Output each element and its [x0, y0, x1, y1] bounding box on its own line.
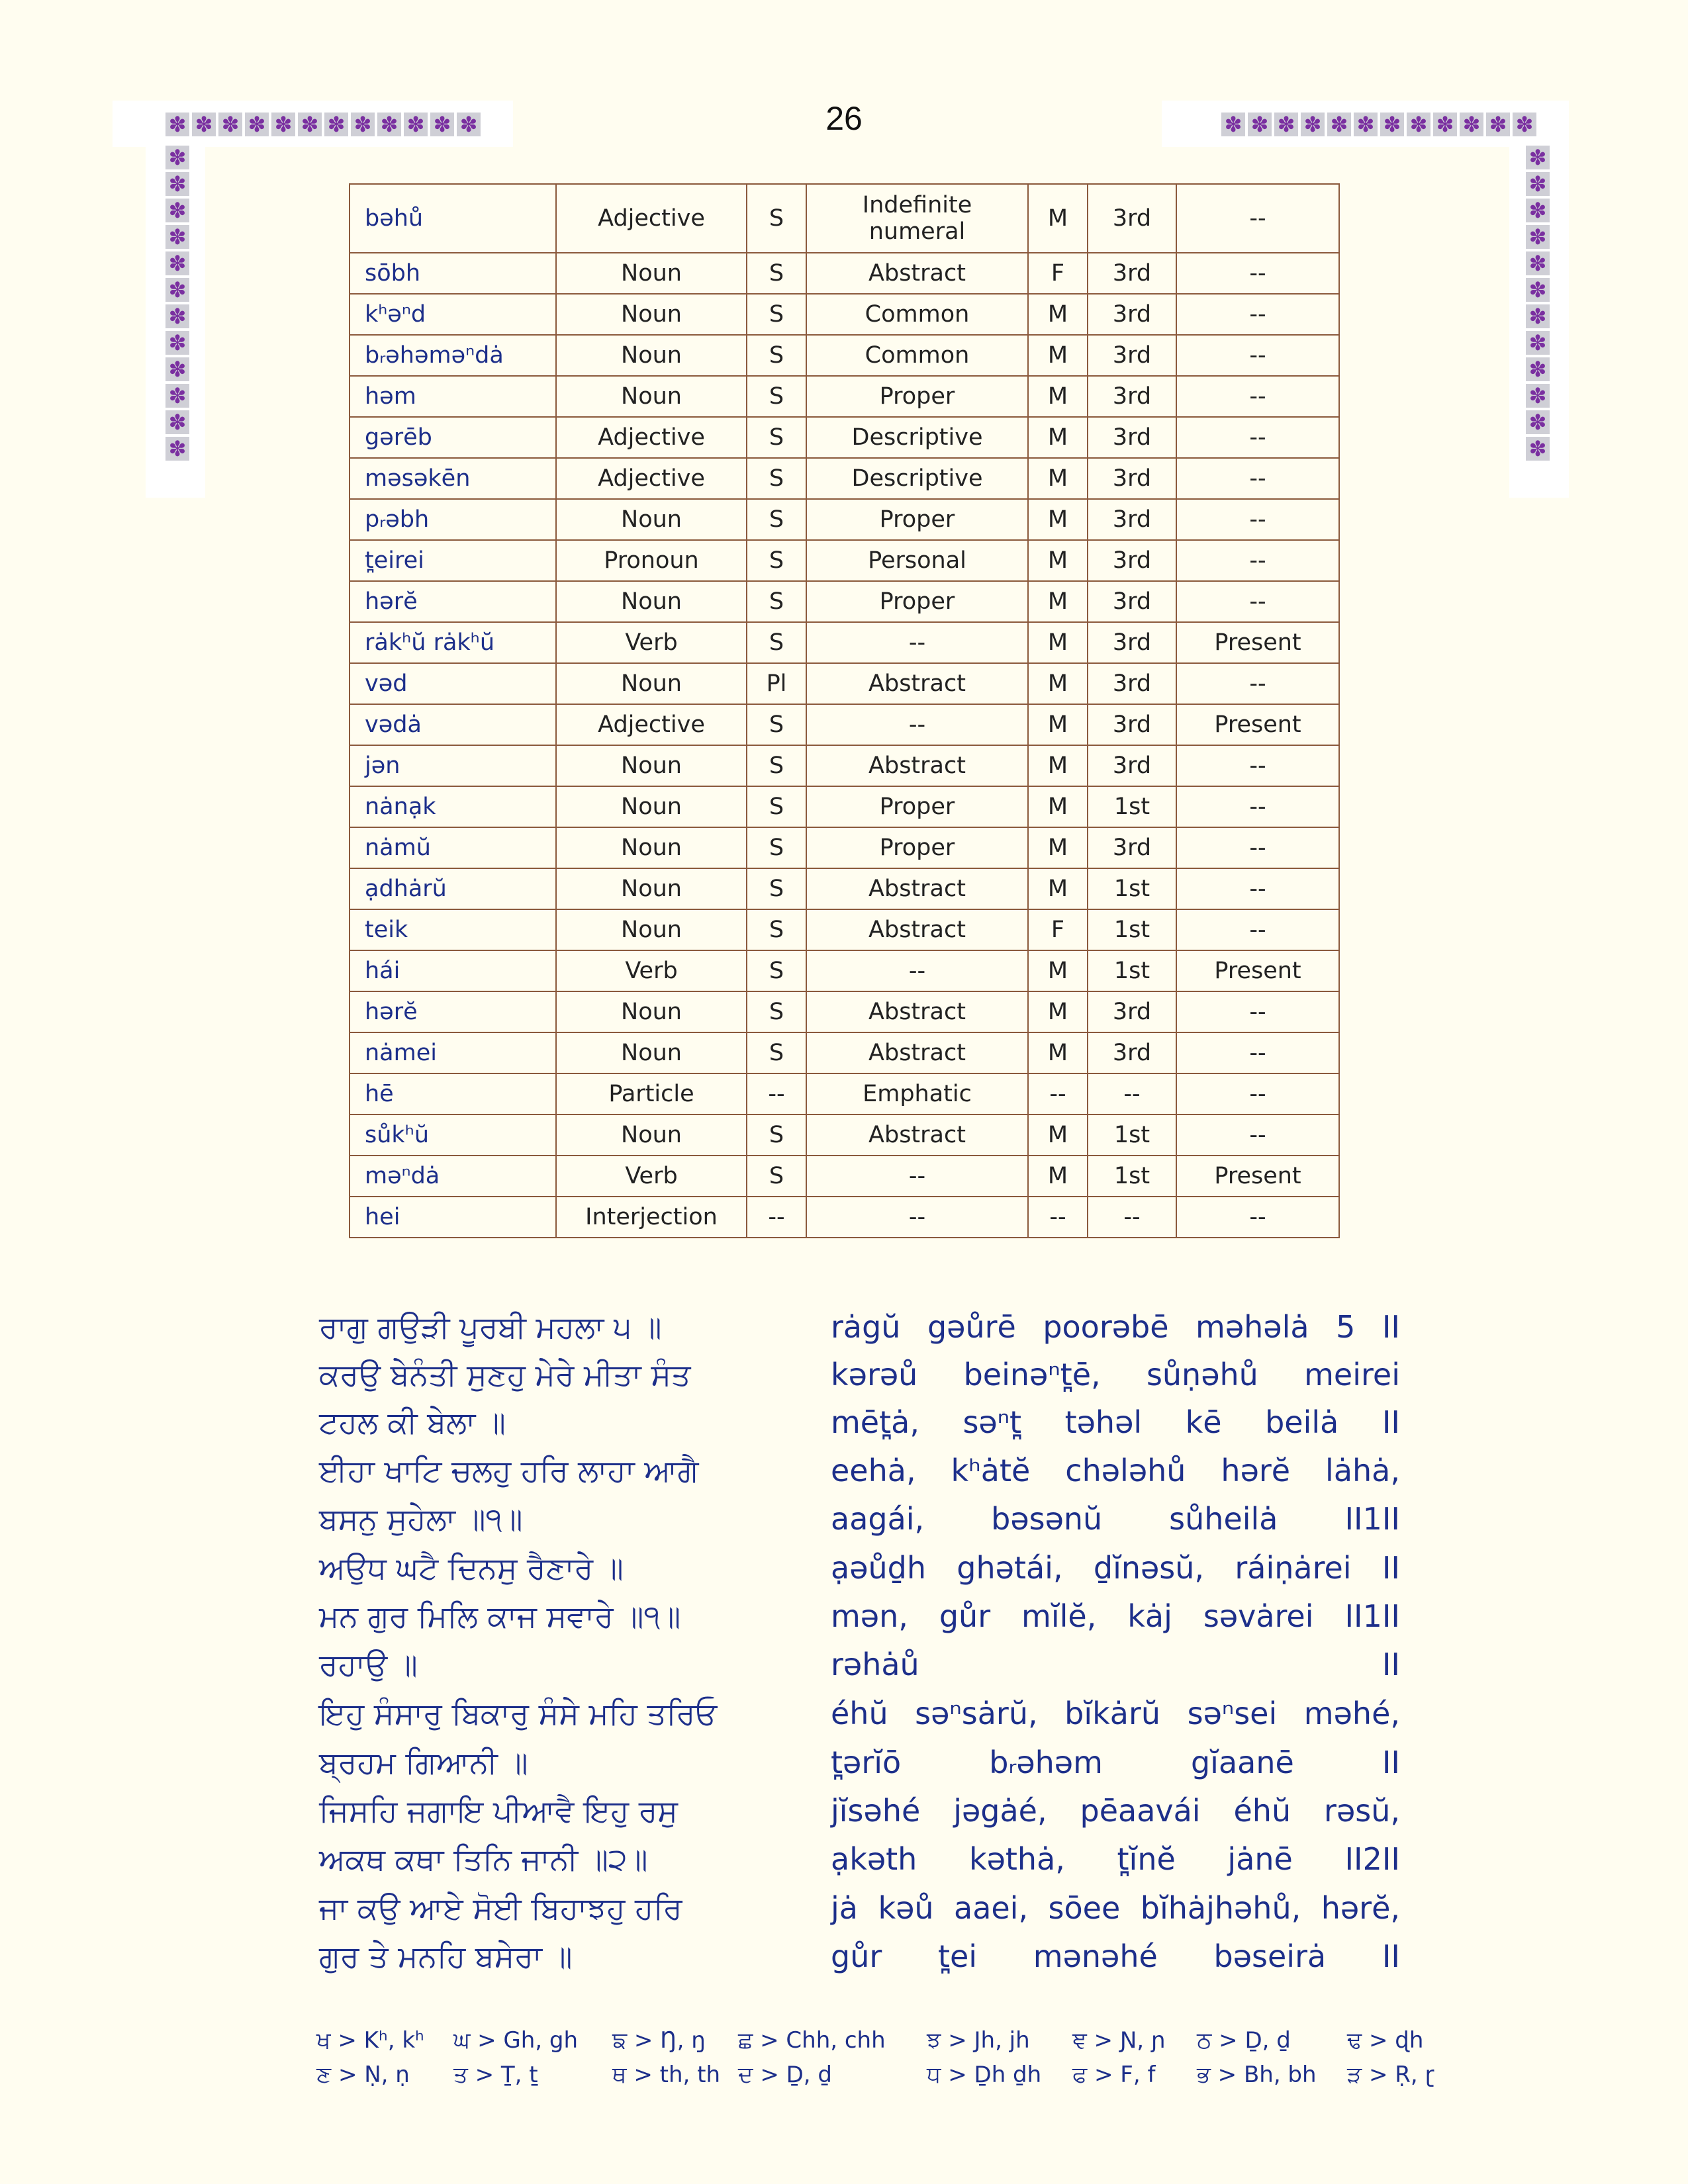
- table-cell: Personal: [806, 540, 1028, 581]
- table-row: [350, 1115, 1339, 1156]
- table-row: [350, 294, 1339, 335]
- table-cell: S: [747, 745, 806, 786]
- table-cell: S: [747, 335, 806, 376]
- flower-ornament-icon: ✽: [165, 278, 189, 302]
- transliteration-line: kərəů beinəⁿt̪ē, sůṇəhů meirei: [831, 1357, 1400, 1392]
- flower-ornament-icon: ✽: [1526, 331, 1550, 355]
- table-cell: --: [806, 704, 1028, 745]
- table-cell: Noun: [556, 745, 747, 786]
- gurmukhi-line: ਜਿਸਹਿ ਜਗਾਇ ਪੀਆਵੈ ਇਹੁ ਰਸੁ: [319, 1793, 678, 1829]
- table-row: [350, 991, 1339, 1032]
- table-cell: M: [1028, 745, 1088, 786]
- transliteration-line: gůr t̪ei mənəhé bəseirȧ II: [831, 1938, 1400, 1974]
- gurmukhi-line: ਜਾ ਕਉ ਆਏ ਸੋਈ ਬਿਹਾਝਹੁ ਹਰਿ: [319, 1890, 682, 1926]
- transliteration-line: aagái, bəsənŭ sůheilȧ II1II: [831, 1501, 1400, 1537]
- table-cell: S: [747, 704, 806, 745]
- table-cell: --: [1176, 376, 1339, 417]
- table-cell: teik: [350, 909, 556, 950]
- table-cell: pᵣəbh: [350, 499, 556, 540]
- table-row: [350, 704, 1339, 745]
- page-number: 26: [825, 100, 863, 137]
- table-cell: Abstract: [806, 253, 1028, 294]
- table-cell: --: [1176, 1115, 1339, 1156]
- table-cell: Descriptive: [806, 458, 1028, 499]
- table-cell: S: [747, 376, 806, 417]
- table-cell: 1st: [1088, 950, 1176, 991]
- table-cell: --: [1176, 1197, 1339, 1238]
- table-cell: M: [1028, 1032, 1088, 1073]
- flower-ornament-icon: ✽: [1327, 113, 1351, 136]
- table-cell: kʰəⁿd: [350, 294, 556, 335]
- table-cell: --: [1176, 499, 1339, 540]
- flower-ornament-icon: ✽: [165, 199, 189, 222]
- table-cell: 3rd: [1088, 499, 1176, 540]
- flower-ornament-icon: ✽: [1460, 113, 1483, 136]
- table-cell: 3rd: [1088, 540, 1176, 581]
- gurmukhi-line: ਬ੍ਰਹਮ ਗਿਆਨੀ ॥: [319, 1745, 528, 1780]
- table-cell: --: [806, 950, 1028, 991]
- table-cell: həm: [350, 376, 556, 417]
- flower-ornament-icon: ✽: [324, 113, 348, 136]
- table-cell: S: [747, 950, 806, 991]
- table-cell: S: [747, 581, 806, 622]
- table-cell: Particle: [556, 1073, 747, 1115]
- flower-border-right: [1526, 146, 1550, 461]
- table-cell: məⁿdȧ: [350, 1156, 556, 1197]
- transliteration-line: éhŭ səⁿsȧrŭ, bĭkȧrŭ səⁿsei məhé,: [831, 1696, 1400, 1731]
- table-cell: Noun: [556, 827, 747, 868]
- legend-entry: ਙ > Ŋ, ŋ: [612, 2027, 706, 2054]
- table-row: [350, 499, 1339, 540]
- flower-ornament-icon: ✽: [1513, 113, 1536, 136]
- legend-entry: ਧ > Ḏh ḏh: [927, 2062, 1042, 2088]
- transliteration-line: mən, gůr mĭlĕ, kȧj səvȧrei II1II: [831, 1598, 1400, 1634]
- table-row: [350, 335, 1339, 376]
- table-cell: vədȧ: [350, 704, 556, 745]
- table-cell: --: [1176, 1073, 1339, 1115]
- table-cell: M: [1028, 376, 1088, 417]
- table-cell: F: [1028, 253, 1088, 294]
- table-cell: M: [1028, 184, 1088, 253]
- table-cell: M: [1028, 581, 1088, 622]
- table-cell: --: [1176, 868, 1339, 909]
- table-cell: S: [747, 540, 806, 581]
- flower-ornament-icon: ✽: [165, 304, 189, 328]
- transliteration-line: rȧgŭ gəůrē poorəbē məhəlȧ 5 II: [831, 1309, 1400, 1345]
- table-cell: ạdhȧrŭ: [350, 868, 556, 909]
- table-cell: Common: [806, 335, 1028, 376]
- table-cell: --: [1176, 540, 1339, 581]
- table-row: [350, 458, 1339, 499]
- flower-ornament-icon: ✽: [1526, 146, 1550, 169]
- table-cell: S: [747, 991, 806, 1032]
- table-cell: --: [806, 1197, 1028, 1238]
- flower-ornament-icon: ✽: [165, 172, 189, 196]
- gurmukhi-line: ਈਹਾ ਖਾਟਿ ਚਲਹੁ ਹਰਿ ਲਾਹਾ ਆਗੈ: [319, 1453, 699, 1488]
- table-row: [350, 745, 1339, 786]
- table-cell: Noun: [556, 1032, 747, 1073]
- table-cell: gərēb: [350, 417, 556, 458]
- table-cell: Noun: [556, 335, 747, 376]
- table-cell: --: [1176, 253, 1339, 294]
- table-cell: Proper: [806, 499, 1028, 540]
- flower-ornament-icon: ✽: [1526, 172, 1550, 196]
- table-row: [350, 376, 1339, 417]
- legend-entry: ਞ > Ɲ, ɲ: [1072, 2027, 1166, 2054]
- table-row: [350, 868, 1339, 909]
- table-cell: Abstract: [806, 1032, 1028, 1073]
- gurmukhi-line: ਬਸਨੁ ਸੁਹੇਲਾ ॥੧॥: [319, 1501, 523, 1537]
- table-cell: 3rd: [1088, 1032, 1176, 1073]
- table-cell: --: [1088, 1073, 1176, 1115]
- table-cell: Proper: [806, 786, 1028, 827]
- flower-ornament-icon: ✽: [457, 113, 481, 136]
- table-cell: --: [806, 622, 1028, 663]
- table-cell: 1st: [1088, 786, 1176, 827]
- table-cell: --: [1176, 335, 1339, 376]
- table-cell: 3rd: [1088, 581, 1176, 622]
- table-cell: S: [747, 294, 806, 335]
- table-cell: Verb: [556, 622, 747, 663]
- table-cell: 1st: [1088, 868, 1176, 909]
- table-cell: Noun: [556, 909, 747, 950]
- table-cell: hərĕ: [350, 581, 556, 622]
- table-cell: Noun: [556, 1115, 747, 1156]
- table-cell: M: [1028, 540, 1088, 581]
- flower-ornament-icon: ✽: [1526, 304, 1550, 328]
- table-cell: Present: [1176, 1156, 1339, 1197]
- table-cell: M: [1028, 335, 1088, 376]
- table-cell: M: [1028, 704, 1088, 745]
- table-cell: Noun: [556, 991, 747, 1032]
- table-cell: sōbh: [350, 253, 556, 294]
- flower-ornament-icon: ✽: [1526, 384, 1550, 408]
- table-cell: S: [747, 184, 806, 253]
- transliteration-line: jĭsəhé jəgȧé, pēaavái éhŭ rəsŭ,: [831, 1793, 1400, 1829]
- table-cell: 1st: [1088, 1115, 1176, 1156]
- flower-ornament-icon: ✽: [1526, 225, 1550, 249]
- table-cell: --: [1176, 417, 1339, 458]
- table-cell: M: [1028, 950, 1088, 991]
- table-cell: Abstract: [806, 868, 1028, 909]
- legend-entry: ਘ > Gh, gh: [453, 2027, 579, 2054]
- flower-ornament-icon: ✽: [1301, 113, 1325, 136]
- table-cell: --: [747, 1073, 806, 1115]
- table-row: [350, 786, 1339, 827]
- table-cell: 1st: [1088, 1156, 1176, 1197]
- table-cell: jən: [350, 745, 556, 786]
- table-cell: 3rd: [1088, 184, 1176, 253]
- gurmukhi-line: ਗੁਰ ਤੇ ਮਨਹਿ ਬਸੇਰਾ ॥: [319, 1938, 573, 1974]
- table-cell: M: [1028, 1156, 1088, 1197]
- table-cell: 3rd: [1088, 663, 1176, 704]
- gurmukhi-line: ਟਹਲ ਕੀ ਬੇਲਾ ॥: [319, 1404, 506, 1440]
- table-cell: --: [1176, 827, 1339, 868]
- legend-entry: ਭ > Bh, bh: [1197, 2062, 1317, 2088]
- table-cell: M: [1028, 663, 1088, 704]
- table-cell: Abstract: [806, 991, 1028, 1032]
- table-cell: S: [747, 417, 806, 458]
- flower-ornament-icon: ✽: [165, 251, 189, 275]
- flower-ornament-icon: ✽: [165, 146, 189, 169]
- table-cell: 3rd: [1088, 458, 1176, 499]
- gurmukhi-line: ਅਉਧ ਘਟੈ ਦਿਨਸੁ ਰੈਣਾਰੇ ॥: [319, 1550, 624, 1586]
- table-cell: --: [1176, 581, 1339, 622]
- flower-ornament-icon: ✽: [271, 113, 295, 136]
- transliteration-line: mēt̪ȧ, səⁿt̪ təhəl kē beilȧ II: [831, 1404, 1400, 1440]
- flower-ornament-icon: ✽: [1221, 113, 1245, 136]
- table-row: [350, 622, 1339, 663]
- table-cell: S: [747, 786, 806, 827]
- flower-ornament-icon: ✽: [377, 113, 401, 136]
- table-cell: S: [747, 827, 806, 868]
- table-cell: Abstract: [806, 909, 1028, 950]
- table-cell: Present: [1176, 622, 1339, 663]
- table-cell: Verb: [556, 950, 747, 991]
- flower-ornament-icon: ✽: [165, 331, 189, 355]
- table-cell: nȧnạk: [350, 786, 556, 827]
- table-cell: Verb: [556, 1156, 747, 1197]
- flower-ornament-icon: ✽: [165, 437, 189, 461]
- flower-ornament-icon: ✽: [1526, 437, 1550, 461]
- flower-ornament-icon: ✽: [1433, 113, 1457, 136]
- table-cell: M: [1028, 827, 1088, 868]
- table-cell: Adjective: [556, 704, 747, 745]
- legend-entry: ਦ > Ḏ, ḏ: [738, 2062, 832, 2088]
- transliteration-line: jȧ kəů aaei, sōee bĭhȧjhəhů, hərĕ,: [831, 1890, 1400, 1926]
- table-cell: Present: [1176, 950, 1339, 991]
- table-row: [350, 184, 1339, 253]
- flower-ornament-icon: ✽: [165, 357, 189, 381]
- table-row: [350, 909, 1339, 950]
- flower-ornament-icon: ✽: [1380, 113, 1404, 136]
- legend-entry: ਤ > Ṯ, ṯ: [453, 2062, 538, 2088]
- table-cell: nȧmŭ: [350, 827, 556, 868]
- table-cell: S: [747, 622, 806, 663]
- table-row: [350, 540, 1339, 581]
- table-cell: M: [1028, 294, 1088, 335]
- table-row: [350, 1197, 1339, 1238]
- table-cell: S: [747, 458, 806, 499]
- table-cell: --: [1028, 1073, 1088, 1115]
- flower-ornament-icon: ✽: [1354, 113, 1378, 136]
- transliteration-line: eehȧ, kʰȧtĕ chələhů hərĕ lȧhȧ,: [831, 1453, 1400, 1488]
- table-cell: Noun: [556, 253, 747, 294]
- table-row: [350, 417, 1339, 458]
- table-cell: M: [1028, 458, 1088, 499]
- table-row: [350, 253, 1339, 294]
- transliteration-line: t̪ərĭō bᵣəhəm gĭaanē II: [831, 1745, 1400, 1780]
- flower-ornament-icon: ✽: [165, 225, 189, 249]
- table-cell: F: [1028, 909, 1088, 950]
- table-row: [350, 581, 1339, 622]
- legend-entry: ਠ > Ḏ, ḏ: [1197, 2027, 1291, 2054]
- gurmukhi-line: ਰਹਾਉ ॥: [319, 1647, 418, 1682]
- legend-entry: ਝ > Jh, jh: [927, 2027, 1030, 2054]
- table-cell: Proper: [806, 376, 1028, 417]
- flower-ornament-icon: ✽: [218, 113, 242, 136]
- table-cell: 3rd: [1088, 622, 1176, 663]
- table-cell: Noun: [556, 868, 747, 909]
- table-cell: Noun: [556, 786, 747, 827]
- word-grammar-table: [349, 183, 1340, 1238]
- table-cell: S: [747, 253, 806, 294]
- flower-ornament-icon: ✽: [1248, 113, 1272, 136]
- table-cell: Noun: [556, 663, 747, 704]
- legend-entry: ਖ > Kʰ, kʰ: [316, 2027, 424, 2054]
- flower-ornament-icon: ✽: [404, 113, 428, 136]
- table-cell: Abstract: [806, 663, 1028, 704]
- gurmukhi-line: ਰਾਗੁ ਗਉੜੀ ਪੂਰਬੀ ਮਹਲਾ ੫ ॥: [319, 1309, 662, 1345]
- table-cell: --: [1176, 909, 1339, 950]
- table-cell: Pl: [747, 663, 806, 704]
- table-cell: M: [1028, 417, 1088, 458]
- table-cell: 3rd: [1088, 376, 1176, 417]
- table-cell: 3rd: [1088, 294, 1176, 335]
- table-cell: t̪eirei: [350, 540, 556, 581]
- table-cell: hái: [350, 950, 556, 991]
- table-cell: Abstract: [806, 745, 1028, 786]
- table-cell: 3rd: [1088, 745, 1176, 786]
- table-cell: Interjection: [556, 1197, 747, 1238]
- legend-entry: ਛ > Chh, chh: [738, 2027, 886, 2054]
- table-cell: --: [1176, 1032, 1339, 1073]
- table-cell: Emphatic: [806, 1073, 1028, 1115]
- table-cell: --: [1176, 786, 1339, 827]
- table-cell: S: [747, 1115, 806, 1156]
- flower-ornament-icon: ✽: [165, 113, 189, 136]
- table-cell: Present: [1176, 704, 1339, 745]
- table-cell: bəhů: [350, 184, 556, 253]
- flower-ornament-icon: ✽: [1526, 357, 1550, 381]
- table-cell: 3rd: [1088, 417, 1176, 458]
- gurmukhi-line: ਮਨ ਗੁਰ ਮਿਲਿ ਕਾਜ ਸਵਾਰੇ ॥੧॥: [319, 1598, 681, 1634]
- table-cell: Proper: [806, 581, 1028, 622]
- legend-entry: ੜ > Ṛ, ɽ: [1347, 2062, 1434, 2088]
- table-cell: 3rd: [1088, 253, 1176, 294]
- legend-entry: ਢ > ɖh: [1347, 2027, 1424, 2054]
- table-cell: vəd: [350, 663, 556, 704]
- table-cell: M: [1028, 1115, 1088, 1156]
- table-cell: --: [1176, 991, 1339, 1032]
- table-cell: 3rd: [1088, 704, 1176, 745]
- table-cell: Adjective: [556, 458, 747, 499]
- table-cell: --: [1088, 1197, 1176, 1238]
- transliteration-line: ạəůḏh ghətái, ḏĭnəsŭ, ráiṇȧrei II: [831, 1550, 1400, 1586]
- gurmukhi-line: ਇਹੁ ਸੰਸਾਰੁ ਬਿਕਾਰੁ ਸੰਸੇ ਮਹਿ ਤਰਿਓ: [319, 1696, 718, 1731]
- table-cell: Noun: [556, 499, 747, 540]
- table-cell: S: [747, 1032, 806, 1073]
- legend-entry: ਣ > Ṇ, ṇ: [316, 2062, 410, 2088]
- table-cell: --: [747, 1197, 806, 1238]
- table-cell: M: [1028, 786, 1088, 827]
- table-cell: Descriptive: [806, 417, 1028, 458]
- flower-ornament-icon: ✽: [1274, 113, 1298, 136]
- table-cell: Noun: [556, 581, 747, 622]
- flower-ornament-icon: ✽: [1526, 278, 1550, 302]
- legend-entry: ਥ > th, th: [612, 2062, 721, 2088]
- table-cell: rȧkʰŭ rȧkʰŭ: [350, 622, 556, 663]
- table-cell: S: [747, 909, 806, 950]
- table-row: [350, 1073, 1339, 1115]
- legend-entry: ਫ > F, f: [1072, 2062, 1156, 2088]
- flower-ornament-icon: ✽: [430, 113, 454, 136]
- table-cell: S: [747, 499, 806, 540]
- flower-ornament-icon: ✽: [165, 384, 189, 408]
- gurmukhi-line: ਕਰਉ ਬੇਨੰਤੀ ਸੁਣਹੁ ਮੇਰੇ ਮੀਤਾ ਸੰਤ: [319, 1357, 691, 1392]
- table-cell: Abstract: [806, 1115, 1028, 1156]
- flower-ornament-icon: ✽: [298, 113, 322, 136]
- table-cell: --: [1176, 184, 1339, 253]
- table-cell: hei: [350, 1197, 556, 1238]
- flower-ornament-icon: ✽: [192, 113, 216, 136]
- table-cell: M: [1028, 499, 1088, 540]
- table-cell: S: [747, 868, 806, 909]
- table-cell: 3rd: [1088, 335, 1176, 376]
- table-cell: hərĕ: [350, 991, 556, 1032]
- table-cell: Indefinite numeral: [806, 184, 1028, 253]
- table-cell: --: [1176, 663, 1339, 704]
- flower-ornament-icon: ✽: [351, 113, 375, 136]
- table-cell: --: [1176, 745, 1339, 786]
- table-row: [350, 1032, 1339, 1073]
- flower-ornament-icon: ✽: [1526, 251, 1550, 275]
- table-cell: nȧmei: [350, 1032, 556, 1073]
- table-cell: Common: [806, 294, 1028, 335]
- table-cell: M: [1028, 991, 1088, 1032]
- table-cell: 1st: [1088, 909, 1176, 950]
- table-cell: Noun: [556, 294, 747, 335]
- table-cell: Adjective: [556, 184, 747, 253]
- table-row: [350, 663, 1339, 704]
- table-cell: 3rd: [1088, 991, 1176, 1032]
- table-cell: --: [1176, 294, 1339, 335]
- table-cell: bᵣəhəməⁿdȧ: [350, 335, 556, 376]
- table-cell: --: [1176, 458, 1339, 499]
- table-cell: --: [806, 1156, 1028, 1197]
- transliteration-line: rəhȧů II: [831, 1647, 1400, 1682]
- flower-ornament-icon: ✽: [1526, 410, 1550, 434]
- table-cell: sůkʰŭ: [350, 1115, 556, 1156]
- table-cell: Adjective: [556, 417, 747, 458]
- table-row: [350, 950, 1339, 991]
- gurmukhi-line: ਅਕਥ ਕਥਾ ਤਿਨਿ ਜਾਨੀ ॥੨॥: [319, 1841, 648, 1877]
- table-cell: Noun: [556, 376, 747, 417]
- flower-ornament-icon: ✽: [1526, 199, 1550, 222]
- table-cell: Pronoun: [556, 540, 747, 581]
- table-cell: --: [1028, 1197, 1088, 1238]
- table-cell: 3rd: [1088, 827, 1176, 868]
- table-cell: Proper: [806, 827, 1028, 868]
- table-row: [350, 1156, 1339, 1197]
- table-row: [350, 827, 1339, 868]
- table-cell: S: [747, 1156, 806, 1197]
- table-cell: M: [1028, 868, 1088, 909]
- flower-ornament-icon: ✽: [1407, 113, 1430, 136]
- table-cell: hē: [350, 1073, 556, 1115]
- flower-ornament-icon: ✽: [245, 113, 269, 136]
- flower-ornament-icon: ✽: [165, 410, 189, 434]
- flower-ornament-icon: ✽: [1486, 113, 1510, 136]
- transliteration-line: ạkəth kəthȧ, t̪ĭnĕ jȧnē II2II: [831, 1841, 1400, 1877]
- table-cell: məsəkēn: [350, 458, 556, 499]
- flower-border-left: [165, 146, 189, 461]
- table-cell: M: [1028, 622, 1088, 663]
